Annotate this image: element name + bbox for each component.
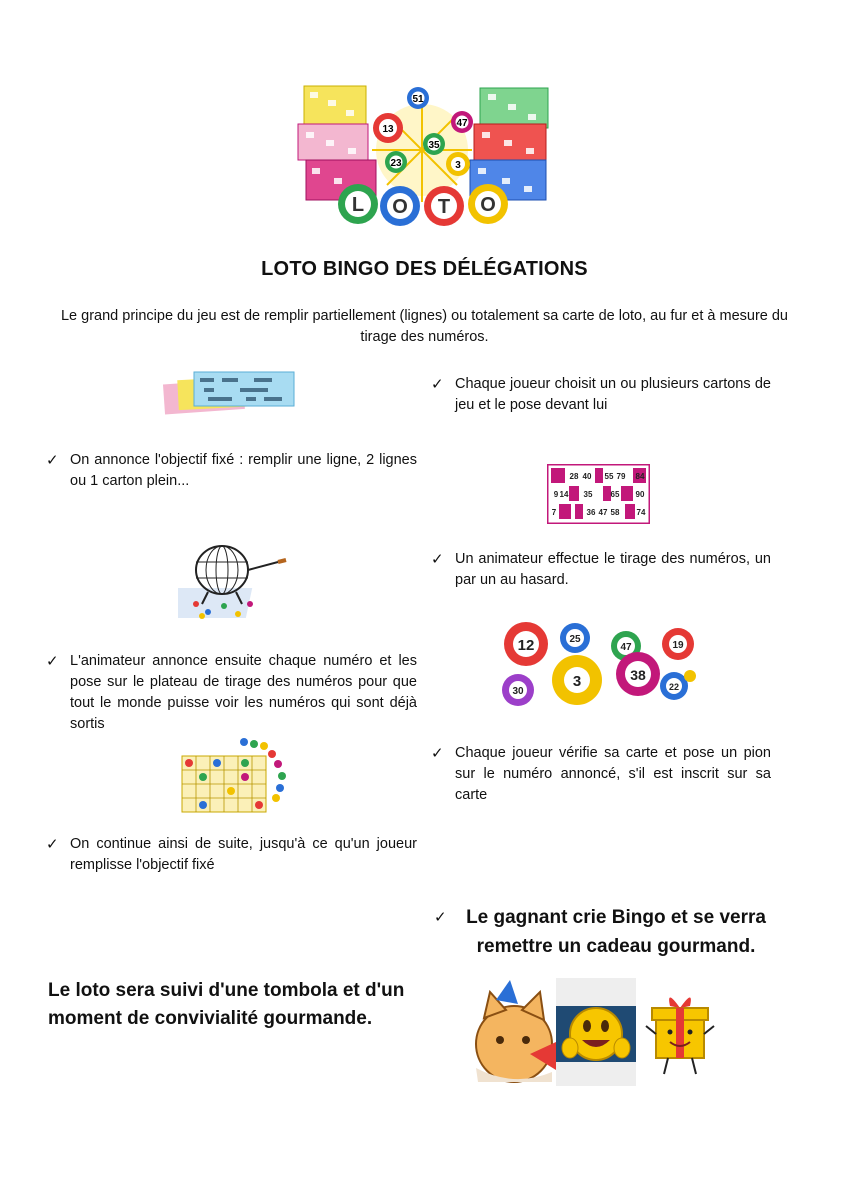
ball-3: 47 — [620, 642, 632, 653]
card-r1-c1: 28 — [569, 472, 579, 481]
check-icon: ✓ — [431, 551, 444, 568]
step-winner — [434, 903, 774, 961]
card-r1-c5: 84 — [635, 472, 645, 481]
card-r2-c2: 14 — [559, 490, 569, 499]
party-cat-icon — [476, 980, 556, 1082]
step-choose-cards-text: Chaque joueur choisit un ou plusieurs cartons de jeu et le pose devant lui — [455, 376, 771, 413]
check-icon: ✓ — [46, 452, 59, 469]
card-r2-c5: 90 — [635, 490, 645, 499]
step-continue — [46, 834, 417, 876]
card-r2-c1: 9 — [553, 490, 559, 499]
logo-letter-o2: O — [480, 194, 496, 216]
card-r1-c4: 79 — [616, 472, 626, 481]
ball-8: 22 — [668, 682, 680, 692]
logo-ball-1: 51 — [412, 94, 424, 105]
loto-logo-image — [292, 80, 554, 230]
step-continue-text: On continue ainsi de suite, jusqu'à ce qu'un joueur remplisse l'objectif fixé — [70, 836, 417, 873]
stacked-cards-image — [160, 368, 300, 416]
logo-ball-3: 47 — [456, 118, 468, 129]
page-title: LOTO BINGO DES DÉLÉGATIONS — [261, 258, 588, 280]
logo-ball-6: 3 — [455, 160, 461, 171]
step-verify — [431, 743, 771, 806]
celebration-image — [470, 978, 720, 1086]
logo-letter-t: T — [437, 196, 451, 218]
logo-letter-o1: O — [392, 196, 408, 218]
ball-5: 3 — [572, 673, 582, 690]
check-icon: ✓ — [46, 836, 59, 853]
check-icon: ✓ — [431, 376, 444, 393]
card-r2-c4: 65 — [610, 490, 620, 499]
bingo-card-image — [547, 464, 650, 524]
bingo-balls-image — [496, 622, 700, 708]
card-r3-c4: 58 — [610, 508, 620, 517]
logo-ball-2: 13 — [382, 124, 394, 135]
logo-letter-l: L — [351, 194, 365, 216]
card-r3-c3: 47 — [598, 508, 608, 517]
check-icon: ✓ — [434, 909, 447, 926]
bingo-cage-image — [178, 542, 290, 624]
draw-board-image — [178, 736, 292, 816]
logo-ball-4: 35 — [428, 140, 440, 151]
ball-6: 38 — [630, 667, 646, 683]
check-icon: ✓ — [431, 745, 444, 762]
step-verify-text: Chaque joueur vérifie sa carte et pose un pion sur le numéro annoncé, s'il est inscrit sur sa carte — [455, 745, 771, 803]
step-draw — [431, 549, 771, 591]
step-announce — [46, 651, 417, 735]
ball-1: 12 — [517, 637, 535, 654]
closing-note: Le loto sera suivi d'une tombola et d'un moment de convivialité gourmande. — [48, 980, 405, 1029]
card-r2-c3: 35 — [583, 490, 593, 499]
step-draw-text: Un animateur effectue le tirage des numéros, un par un au hasard. — [455, 551, 771, 588]
step-choose-cards — [431, 374, 771, 416]
check-icon: ✓ — [46, 653, 59, 670]
step-winner-text: Le gagnant crie Bingo et se verra remettre un cadeau gourmand. — [466, 907, 766, 957]
step-objective-text: On annonce l'objectif fixé : remplir une ligne, 2 lignes ou 1 carton plein... — [70, 452, 417, 489]
card-r3-c5: 74 — [636, 508, 646, 517]
step-objective — [46, 450, 417, 492]
ball-7: 30 — [512, 686, 524, 697]
ball-4: 19 — [672, 640, 684, 651]
step-announce-text: L'animateur annonce ensuite chaque numéro et les pose sur le plateau de tirage des numéros pour que tout le monde puisse voir les numéros qui sont déjà sortis — [70, 653, 417, 732]
card-r1-c3: 55 — [604, 472, 614, 481]
logo-ball-5: 23 — [390, 158, 402, 169]
card-r1-c2: 40 — [582, 472, 592, 481]
gift-character-icon — [646, 997, 714, 1074]
card-r3-c2: 36 — [586, 508, 596, 517]
ball-2: 25 — [569, 634, 581, 645]
intro-paragraph: Le grand principe du jeu est de remplir partiellement (lignes) ou totalement sa carte de loto, au fur et à mesure du tirage des numéros. — [60, 308, 788, 345]
card-r3-c1: 7 — [551, 508, 557, 517]
